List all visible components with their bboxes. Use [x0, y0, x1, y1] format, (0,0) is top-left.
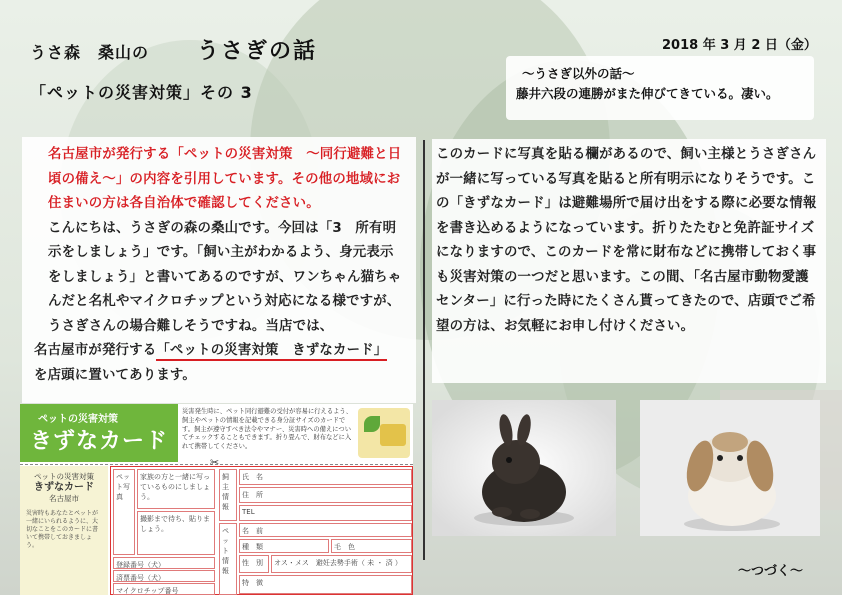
card-front-title: きずなカード: [34, 482, 94, 493]
photo-note-2: 撮影まで待ち、貼りましょう。: [137, 511, 215, 555]
to-be-continued: ～つづく～: [738, 564, 804, 579]
article-subtitle: 「ペットの災害対策」その 3: [30, 83, 253, 102]
field-name: 氏 名: [239, 469, 412, 485]
field-feature: 特 徴: [239, 575, 412, 594]
greeting-paragraph: こんにちは、うさぎの森の桑山です。今回は「3 所有明示をしましょう」です。「飼い主がわかるよう、身元表示をしましょう」と書いてあるのですが、ワンちゃん猫ちゃんだと名札やマイクロチップという対応になる様ですが、うさぎさんの場合難しそうですね。当店では、: [48, 220, 402, 334]
reg-chip: マイクロチップ番号: [113, 583, 215, 595]
field-tel: TEL: [239, 505, 412, 521]
card-paragraph: [34, 339, 404, 388]
field-address: 住 所: [239, 487, 412, 503]
field-color: 毛 色: [331, 539, 412, 553]
card-front-panel: [20, 466, 108, 595]
card-top-label: ペットの災害対策: [38, 414, 118, 425]
card-paragraph-post: を店頭に置いてあります。: [34, 367, 197, 383]
column-divider: [423, 140, 425, 560]
field-sex-value: オス・メス 避妊去勢手術（ 未 ・ 済 ）: [271, 555, 412, 573]
card-title-banner: [20, 404, 178, 462]
side-note-text: 藤井六段の連勝がまた伸びてきている。凄い。: [516, 86, 779, 101]
right-column: [432, 139, 826, 383]
pet-label: ペット情報: [219, 523, 237, 595]
field-pet-name: 名 前: [239, 523, 412, 537]
rabbit-photo-dark: [432, 400, 616, 536]
card-title: きずなカード: [30, 429, 169, 454]
side-note: [506, 56, 814, 120]
card-illustration: [358, 408, 410, 458]
card-front-desc: 災害時もあなたとペットが一緒にいられるように、大切なことをこのカードに書いて携帯しておきましょう。: [26, 510, 99, 549]
card-name-highlight: 「ペットの災害対策 きずなカード」: [156, 343, 387, 361]
issue-date: 2018 年 3 月 2 日（金）: [662, 38, 817, 53]
leaf-icon: [364, 416, 380, 432]
card-front-label: ペットの災害対策: [34, 472, 94, 481]
kizuna-card-image: [20, 404, 413, 595]
field-sex: 性 別: [239, 555, 269, 573]
reg-tag: 済票番号（犬）: [113, 570, 215, 582]
card-paragraph-pre: 名古屋市が発行する: [34, 343, 157, 358]
card-header: [20, 404, 413, 464]
photo-label: ペット写真: [113, 469, 135, 555]
card-form: [110, 466, 413, 595]
rabbit-photo-lop: [640, 400, 820, 536]
right-column-text: このカードに写真を貼る欄があるので、飼い主様とうさぎさんが一緒に写っている写真を貼ると所有明示になりそうです。この「きずなカード」は避難場所で届け出をする際に必要な情報を書き込めるようになっています。折りたたむと免許証サイズになりますので、このカードを常に財布などに携帯しておく事も災害対策の一つだと思います。この間、「名古屋市動物愛護センター」に行った時にたくさん貰ってきたので、店頭でご希望の方は、お気軽にお申し付けください。: [436, 147, 817, 334]
left-column: [22, 137, 416, 403]
header-org: うさ森 桑山の: [30, 43, 150, 62]
field-kind: 種 類: [239, 539, 329, 553]
reg-dog: 登録番号（犬）: [113, 557, 215, 569]
side-note-heading: ～うさぎ以外の話～: [522, 66, 635, 81]
intro-notice: 名古屋市が発行する「ペットの災害対策 ～同行避難と日頃の備え～」の内容を引用しています。その他の地域にお住まいの方は各自治体で確認してください。: [48, 147, 402, 211]
scissors-icon: ✂: [210, 456, 220, 469]
card-front-city: 名古屋市: [49, 494, 79, 503]
card-description: 災害発生時に、ペット同行避難の受付が容易に行えるよう、飼主やペットの情報を記載できる身分証サイズのカードです。飼主が遵守すべき法令やマナー、災害時への備えについてチェックすることもできます。折り畳んで、財布などに入れて携帯してください。: [182, 408, 353, 451]
header: [30, 34, 317, 65]
carrier-icon: [380, 424, 406, 446]
owner-label: 飼主情報: [219, 469, 237, 521]
photo-note: 家族の方と一緒に写っているものにしましょう。: [137, 469, 215, 509]
page-title: うさぎの話: [197, 39, 318, 64]
